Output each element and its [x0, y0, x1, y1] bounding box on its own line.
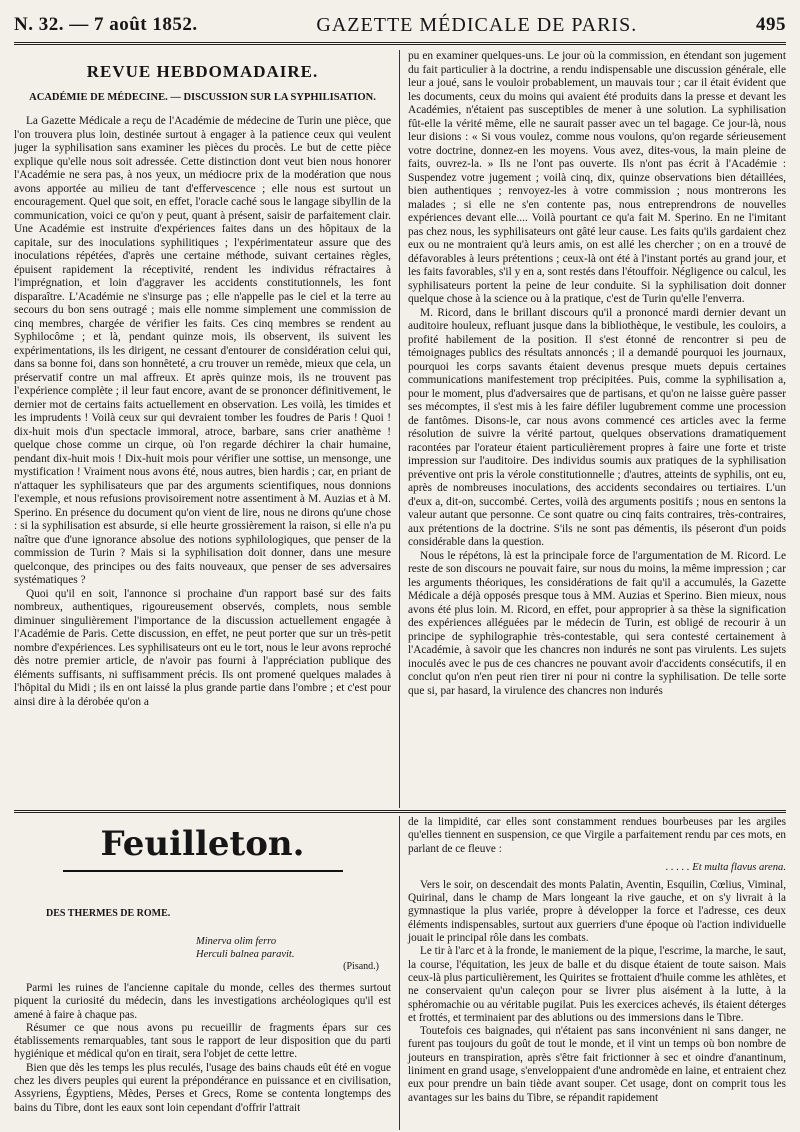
journal-title: GAZETTE MÉDICALE DE PARIS. [316, 13, 638, 36]
issue-number: N. 32. — 7 août 1852. [14, 14, 198, 35]
epigraph-line: Minerva olim ferro [196, 936, 277, 947]
virgil-quote: . . . . . Et multa flavus arena. [665, 861, 786, 873]
epigraph-source: (Pisand.) [343, 961, 379, 972]
article-paragraph: La Gazette Médicale a reçu de l'Académie de médecine de Turin une pièce, que l'on trouvera plus loin, destinée surtout à engager à la patience ceux qui veulent juger la syphilisation sans examiner les pièces du procès. Le but de cette pièce explique qu'elle nous soit adressée. Cette distinction dont veut bien nous honorer l'Académie ne sera pas, à nos yeux, un médiocre prix de la modération que nous avons apportée au milieu de tant d'effervescence ; elle nous est surtout un encouragement. Quel que soit, en effet, l'oracle caché sous le langage sibyllin de la communication, voici ce qu'on y peut, quant à présent, saisir de parfaitement clair. Une Académie est instruite d'expériences faites dans un des hôpitaux de la capitale, sur des inoculations syphilitiques ; l'expérimentateur assure que des inoculations répétées, d'après une certaine méthode, suivant certaines règles, épuisent rapidement la réceptivité, rendent les individus réfractaires à l'imprégnation, et loin d'aggraver les accidents constitutionnels, les font disparaître. L'Académie ne s'insurge pas ; elle n'appelle pas le ciel et la terre au secours du bon sens outragé ; mais elle nomme simplement une commission de cinq membres, chargée de vérifier les faits. Ces cinq membres se rendent au Syphilocôme ; et là, pendant quinze mois, ils observent, ils suivent les expérimentations, ils les dirigent, ne cessant d'entourer de considération celui qui, dans sa bonne foi, dans son honnêteté, a cru trouver un remède, mieux que cela, un préservatif contre un mal affreux. Et après quinze mois, ils ne trouvent pas l'expérience complète ; il leur faut encore, avant de se prononcer définitivement, le dernier mot de certains faits actuellement en observation. Les voilà, les timides et les imprudents ! Voilà ceux sur qui devraient tomber les foudres de Paris ! Quoi ! dix-huit mois d'un spectacle immoral, atroce, barbare, sans crier anathème ! quelque chose comme un cirque, où l'on regarde déchirer la chair humaine, pendant dix-huit mois ! Dix-huit mois pour vérifier une sottise, un mensonge, une mystification ! Vraiment nous avons été, nous autres, bien hardis ; car, en priant de n'attaquer les syphilisateurs que par des arguments scientifiques, nous donnions l'exemple, et nous refusions provisoirement notre assentiment à M. Auzias et à M. Sperino. En présence du document qu'on vient de lire, nous ne dirons qu'une chose : si la syphilisation est absurde, si elle heurte grossièrement la raison, si elle n'a pu naître que d'une ignorance absolue des notions syphilologiques, que penser de la commission de Turin ? Mais si la syphilisation doit donner, dans une mesure quelconque, des principes ou des faits nouveaux, que penser de ses adversaires systématiques ? [14, 115, 391, 586]
left-column [14, 50, 400, 808]
feuilleton-section [14, 816, 786, 1130]
feuilleton-paragraph: de la limpidité, car elles sont constamment rendues bourbeuses par les argiles qu'elles tiennent en suspension, ce que Virgile a parfaitement rendu par ces mots, en parlant de ce fleuve : [408, 816, 786, 855]
feuilleton-paragraph: Bien que dès les temps les plus reculés, l'usage des bains chauds eût été en vogue chez les divers peuples qui eurent la prépondérance en puissance et en civilisation, Assyriens, Égyptiens, Mèdes, Perses et Grecs, Rome se contenta longtemps des bains du Tibre, dont les eaux sont loin cependant d'offrir l'attrait [14, 1061, 391, 1114]
main-columns [14, 50, 786, 808]
epigraph-line: Herculi balnea paravit. [196, 949, 295, 960]
right-column [400, 50, 786, 808]
article-subhead: ACADÉMIE DE MÉDECINE. — DISCUSSION SUR LA SYPHILISATION. [29, 92, 376, 103]
section-title: REVUE HEBDOMADAIRE. [86, 62, 319, 81]
feuilleton-title: Feuilleton. [100, 824, 305, 864]
feuilleton-paragraph: Toutefois ces baignades, qui n'étaient pas sans inconvénient ni sans danger, ne furent pas toujours du goût de tout le monde, et il vint un temps où bon nombre de jouteurs en transpiration, après s'être fait frictionner à sec et oindre d'anantinum, liniment en grand usage, s'enveloppaient d'une andromède en laine, et entraient chez eux pour prendre un bain tiède avant souper. Cet usage, dont on comprit tous les avantages sur les bains du Tibre, se répandit rapidement [408, 1025, 786, 1104]
title-rule [63, 870, 343, 872]
article-paragraph: M. Ricord, dans le brillant discours qu'il a prononcé mardi dernier devant un auditoire houleux, refluant jusque dans la bibliothèque, le vestibule, les couloirs, a profité habilement de la position. Il s'est étonné de rencontrer si peu de témoignages publics des résultats annoncés ; il a demandé pourquoi les journaux, pourquoi les corps savants étaient devenus presque muets depuis certaines communications manifestement trop précipitées. Puis, comme la syphilisation a, pour le moment, plus d'adversaires que de partisans, et qu'on ne laisse guère passer ses mécomptes, il s'est mis à les faire défiler lugubrement comme une procession de fantômes. Disons-le, car nous avons commencé ces articles avec la ferme résolution de suivre la vérité partout, quelques observations dramatiquement racontées par l'orateur étaient particulièrement propres à faire une forte et triste impression sur l'auditoire. Des individus soumis aux pratiques de la syphilisation préventive ont pris la vérole constitutionnelle ; d'autres, atteints de syphilis, ont eu, après de nombreuses inoculations, des accidents secondaires ou tertiaires. L'un d'eux a, dit-on, succombé. Certes, voilà des arguments positifs ; nous en sentons la valeur autant que personne. Ce sont quatre ou cinq faits contraires, très-contraires, aux prétentions de la doctrine. S'ils ne sont pas démentis, ils péseront d'un poids considérable dans la question. [408, 306, 786, 548]
feuilleton-subtitle: DES THERMES DE ROME. [46, 908, 171, 919]
article-paragraph: Nous le répétons, là est la principale force de l'argumentation de M. Ricord. Le reste de son discours ne pouvait faire, sur nous du moins, la même impression ; car les arguments théoriques, les considérations de fait qu'il a accumulés, la Gazette Médicale a déjà opposés presque tous à MM. Auzias et Sperino. Bien mieux, nous avons été plus loin. M. Ricord, en effet, pour approprier à sa thèse la signification des expériences alléguées par le médecin de Turin, est obligé de recourir à un principe de syphilographie très-contestable, qui sera contesté certainement à l'Académie, à savoir que les chancres non indurés ne sont pas virulents. Les sujets inoculés avec le pus de ces chancres ne pouvant avoir d'accidents consécutifs, il en conclut qu'on n'en peut rien tirer ni pour ni contre la syphilisation. De telle sorte que si, par hasard, la virulence des chancres non indurés [408, 549, 786, 697]
article-paragraph: pu en examiner quelques-uns. Le jour où la commission, en étendant son jugement du fait particulier à la doctrine, a rendu indispensable une discussion générale, elle leur a joué, sans le vouloir probablement, un mauvais tour ; car il était évident que les documents, ceux du moins qui avaient été produits dans la presse et devant les Académies, n'étaient pas susceptibles de mener à une solution. La syphilisation fût-elle la vérité même, elle ne saurait passer avec un tel bagage. Ce jour-là, nous leur disions : « Si vous voulez, comme nous voulons, qu'on regarde sérieusement votre doctrine, donnez-en les moyens. Vous avez, dites-vous, la main pleine de faits, ouvrez-la. » Ils ne l'ont pas ouverte. Ils n'ont pas écrit à l'Académie : Suspendez votre jugement ; voilà cinq, dix, quinze observations bien détaillées, bien authentiques ; renvoyez-les à votre commission ; nous montrerons les malades ; si elle ne s'en contente pas, nous entreprendrons de nouvelles expériences devant elle.... Voilà pourtant ce qu'a fait M. Sperino. En ne l'imitant pas chez nous, les syphilisateurs ont gâté leur cause. Les faits qu'ils gardaient chez eux ou ne montraient qu'à leurs amis, on est allé les chercher ; on en a trouvé de défavorables à leurs prétentions ; ceux-là ont été à l'instant portés au grand jour, et les faits favorables, s'il y en a, sont restés dans l'étouffoir. Négligence ou calcul, les syphilisateurs portent la peine de leur conduite. Si la syphilisation doit donner quelque chose à la science ou à la pratique, c'est de Turin qu'elle l'enverra. [408, 50, 786, 305]
article-paragraph: Quoi qu'il en soit, l'annonce si prochaine d'un rapport basé sur des faits nombreux, authentiques, rigoureusement observés, complets, nous semble diminuer singulièrement l'importance de la discussion actuellement engagée à l'Académie de Paris. Cette discussion, en effet, ne peut porter que sur un très-petit nombre d'expériences. Les syphilisateurs ont eu le tort, nous le leur avons reproché dès notre premier article, de n'avoir pas fourni à l'appréciation publique des éléments suffisants, ni suffisamment précis. Ils ont promené quelques malades à l'hôpital du Midi ; ils en ont laissé la plus grande partie dans l'ombre ; et c'est pour ainsi dire à la dérobée qu'on a [14, 587, 391, 708]
feuilleton-paragraph: Le tir à l'arc et à la fronde, le maniement de la pique, l'escrime, la marche, le saut, la course, l'équitation, les jeux de balle et du disque étaient de toute saison. Mais ceux-là plus particulièrement, les Quirites se frottaient d'huile comme les athlètes, et ne conservaient qu'un caleçon pour se livrer plus aisément à la lutte, à la sphéromachie ou au véritable pugilat. Puis les exercices achevés, ils étaient déterges et frottés, et terminaient par des ablutions ou des immersions dans le Tibre. [408, 945, 786, 1024]
feuilleton-paragraph: Résumer ce que nous avons pu recueillir de fragments épars sur ces établissements remarquables, tant sous le rapport de leur disposition que du parti hygiénique et médical qu'on en tirait, sera l'objet de cette lettre. [14, 1021, 391, 1061]
feuilleton-right-column [400, 816, 786, 1130]
feuilleton-paragraph: Parmi les ruines de l'ancienne capitale du monde, celles des thermes surtout piquent la curiosité du médecin, dans les investigations archéologiques qu'il est amené à faire à chaque pas. [14, 982, 391, 1021]
page-header [14, 8, 786, 45]
feuilleton-paragraph: Vers le soir, on descendait des monts Palatin, Aventin, Esquilin, Cœlius, Viminal, Quirinal, dans le champ de Mars longeant la rive gauche, et on s'y livrait à la gymnastique la plus variée, propre à développer la force et l'adresse, ces deux éléments indispensables, surtout aux guerriers d'une époque où l'action individuelle jouait le principal rôle dans les combats. [408, 878, 786, 945]
feuilleton-left-column [14, 816, 400, 1130]
page-number: 495 [756, 14, 786, 35]
feuilleton-divider [14, 810, 786, 813]
